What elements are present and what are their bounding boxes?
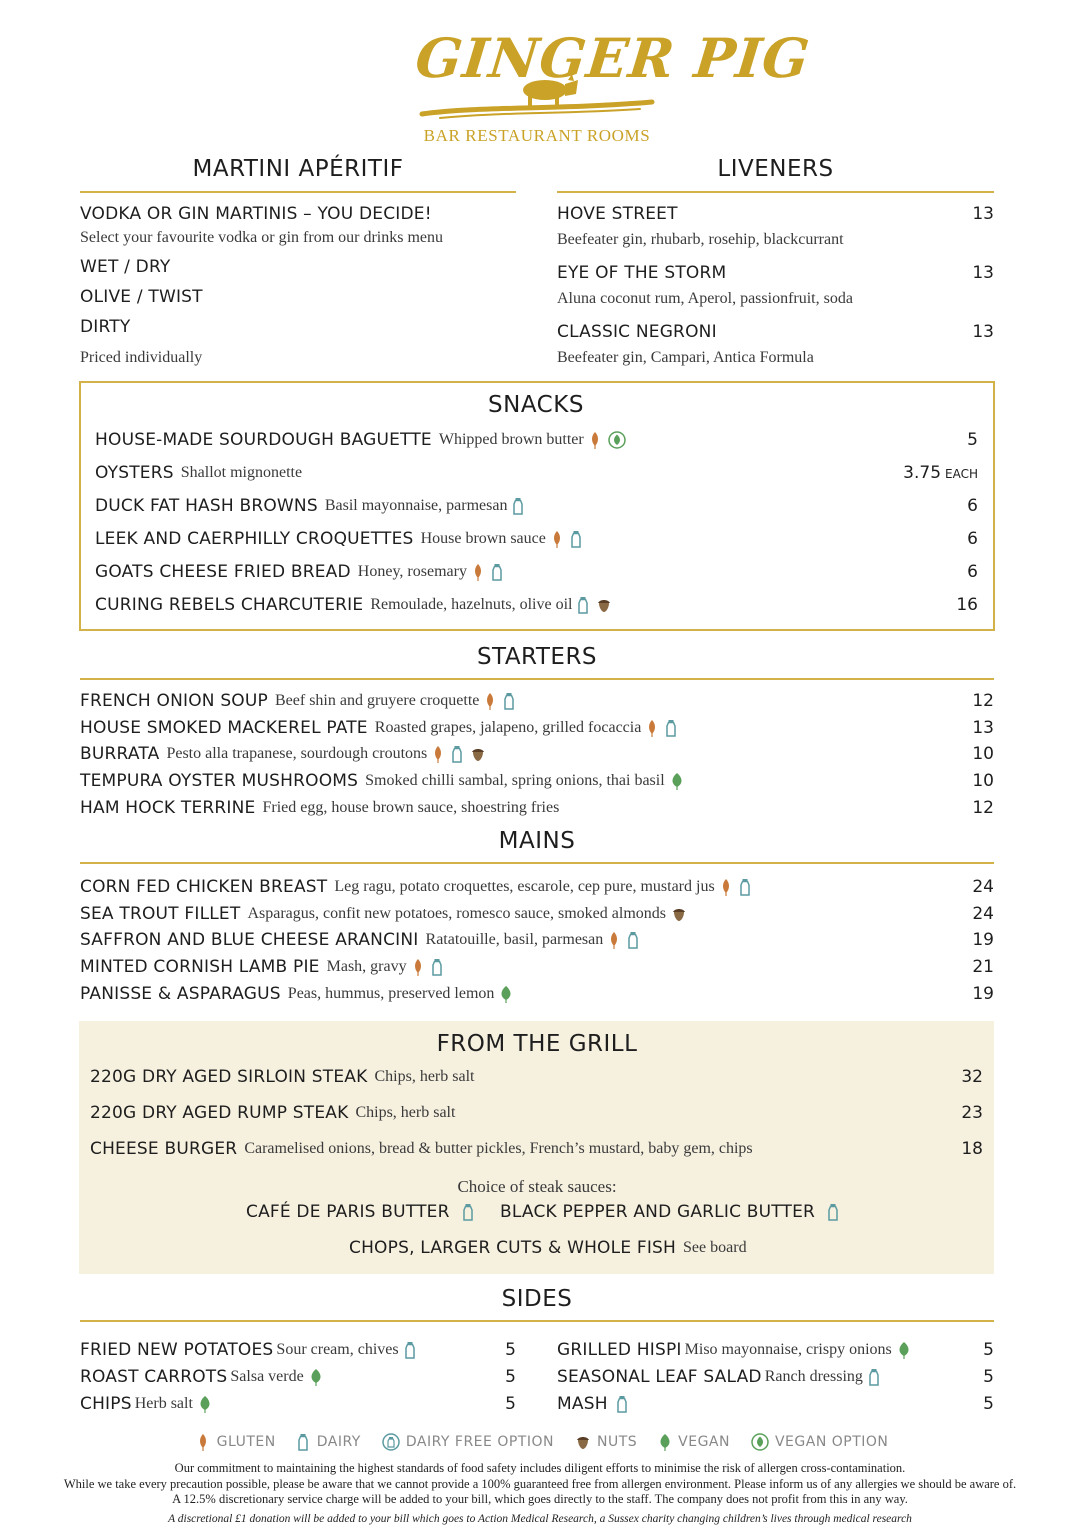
price-value: 12 — [972, 797, 994, 818]
menu-item-name: CHEESE BURGER — [90, 1139, 238, 1160]
menu-item-price — [956, 595, 978, 615]
dairy-icon — [570, 530, 584, 548]
board-item — [349, 1238, 747, 1258]
price-value: 32 — [961, 1067, 983, 1087]
menu-item-name: CORN FED CHICKEN BREAST — [80, 877, 328, 897]
price-value: 6 — [967, 562, 978, 582]
menu-item-price — [961, 1067, 983, 1087]
livener-price: 13 — [972, 204, 994, 224]
vegan-icon — [658, 1433, 672, 1451]
mains-rule — [80, 862, 994, 864]
menu-item-desc: Peas, hummus, preserved lemon — [287, 984, 495, 1002]
gluten-icon — [197, 1433, 211, 1451]
vegan-option-icon — [608, 431, 626, 449]
vegan-icon — [309, 1368, 323, 1386]
menu-item-price — [983, 1340, 994, 1360]
menu-item — [80, 984, 513, 1004]
menu-item-name: ROAST CARROTS — [80, 1367, 228, 1387]
vegan-icon — [670, 772, 684, 790]
dairy-icon — [739, 878, 753, 896]
price-value: 5 — [505, 1367, 516, 1387]
menu-item-name: SAFFRON AND BLUE CHEESE ARANCINI — [80, 930, 419, 951]
dairy-icon — [627, 931, 641, 949]
price-value: 13 — [972, 717, 994, 738]
menu-item — [80, 904, 687, 924]
dairy-icon — [462, 1203, 476, 1221]
footer-line: A 12.5% discretionary service charge will be added to your bill, which goes directly to the staff. The company does not profit from this in any way. — [172, 1492, 908, 1506]
menu-item-desc: Chips, herb salt — [355, 1104, 456, 1122]
dairy-icon — [616, 1395, 630, 1413]
snacks-heading: SNACKS — [488, 392, 584, 418]
legend-label: DAIRY — [316, 1434, 361, 1450]
price-value: 10 — [972, 771, 994, 792]
sauces-intro: Choice of steak sauces: — [457, 1177, 617, 1196]
menu-item-name: 220G DRY AGED SIRLOIN STEAK — [90, 1067, 368, 1087]
price-value: 5 — [983, 1394, 994, 1414]
price-value: 6 — [967, 496, 978, 516]
martini-option: OLIVE / TWIST — [80, 287, 203, 307]
menu-item-price — [983, 1367, 994, 1387]
dairy-icon — [297, 1433, 311, 1451]
sauce-name: BLACK PEPPER AND GARLIC BUTTER — [500, 1202, 816, 1222]
menu-item-name: MASH — [557, 1394, 608, 1414]
menu-item-name: FRENCH ONION SOUP — [80, 691, 268, 711]
footer-line: A discretional £1 donation will be added to your bill which goes to Action Medical Research, a Sussex charity changing children’s lives through medical research — [168, 1512, 912, 1525]
dairy-icon — [503, 692, 517, 710]
footer-notes — [0, 1461, 1080, 1527]
livener-desc: Beefeater gin, Campari, Antica Formula — [557, 349, 814, 366]
dairy-icon — [665, 719, 679, 737]
dairy-icon — [451, 745, 465, 763]
menu-item-desc: Beef shin and gruyere croquette — [275, 692, 480, 709]
dairy-icon — [404, 1341, 418, 1359]
vegan-icon — [198, 1395, 212, 1413]
livener-price: 13 — [972, 322, 994, 342]
menu-item-name: SEA TROUT FILLET — [80, 903, 241, 924]
menu-item — [95, 430, 626, 450]
logo — [400, 14, 814, 148]
dairy-icon — [491, 563, 505, 581]
sauce-item — [246, 1202, 476, 1222]
martini-main-item: VODKA OR GIN MARTINIS – YOU DECIDE! — [80, 204, 432, 224]
menu-item-desc: Remoulade, hazelnuts, olive oil — [370, 596, 573, 613]
menu-item-desc: Smoked chilli sambal, spring onions, thai basil — [365, 772, 665, 790]
livener-name: EYE OF THE STORM — [557, 263, 727, 283]
menu-item-desc: Fried egg, house brown sauce, shoestring fries — [262, 798, 560, 816]
sides-rule — [80, 1320, 994, 1322]
menu-item-name: PANISSE & ASPARAGUS — [80, 983, 281, 1004]
menu-item-price — [972, 904, 994, 924]
dairy-icon — [827, 1203, 841, 1221]
legend-item — [192, 1433, 276, 1451]
menu-item — [90, 1067, 474, 1087]
menu-item-desc: Caramelised onions, bread & butter pickles, French’s mustard, baby gem, chips — [244, 1140, 753, 1158]
menu-item — [80, 798, 559, 818]
legend-item — [653, 1433, 730, 1451]
footer-line: Our commitment to maintaining the highest standards of food safety includes diligent efforts to minimise the risk of allergen cross-contamination. — [174, 1461, 906, 1475]
menu-item-desc: House brown sauce — [420, 530, 546, 547]
menu-item-desc: Roasted grapes, jalapeno, grilled focaccia — [374, 718, 642, 736]
gluten-icon — [432, 745, 446, 763]
starters-heading: STARTERS — [476, 644, 598, 670]
liveners-rule — [557, 191, 994, 193]
price-value: 5 — [505, 1340, 516, 1360]
price-value: 19 — [972, 930, 994, 951]
menu-item — [80, 1340, 418, 1360]
price-value: 5 — [983, 1367, 994, 1387]
menu-item-price — [972, 744, 994, 764]
livener-price: 13 — [972, 263, 994, 283]
menu-item-price — [961, 1139, 983, 1159]
livener-desc: Aluna coconut rum, Aperol, passionfruit, soda — [557, 290, 853, 307]
price-value: 24 — [972, 877, 994, 897]
menu-item-price — [967, 496, 978, 516]
liveners-heading: LIVENERS — [717, 156, 834, 182]
price-value: 21 — [972, 957, 994, 978]
menu-item-name: HAM HOCK TERRINE — [80, 797, 256, 818]
menu-item — [95, 496, 526, 516]
menu-item — [557, 1367, 882, 1387]
menu-item — [95, 595, 612, 615]
menu-item — [80, 744, 486, 764]
gluten-icon — [472, 563, 486, 581]
gluten-icon — [412, 958, 426, 976]
menu-item — [90, 1139, 753, 1159]
legend-item — [570, 1433, 637, 1451]
price-value: 5 — [505, 1394, 516, 1414]
price-value: 23 — [961, 1103, 983, 1124]
livener-desc: Beefeater gin, rhubarb, rosehip, blackcurrant — [557, 231, 844, 248]
menu-item-name: OYSTERS — [95, 463, 174, 483]
menu-item-name: FRIED NEW POTATOES — [80, 1340, 274, 1360]
martini-rule — [80, 191, 516, 193]
legend-label: NUTS — [596, 1434, 638, 1450]
menu-item-price — [967, 529, 978, 549]
martini-main-desc: Select your favourite vodka or gin from our drinks menu — [80, 229, 444, 246]
nuts-icon — [596, 597, 612, 613]
menu-item-price — [972, 691, 994, 711]
price-value: 24 — [972, 903, 994, 924]
legend-label: DAIRY FREE OPTION — [405, 1434, 554, 1450]
gluten-icon — [551, 530, 565, 548]
livener-name: CLASSIC NEGRONI — [557, 322, 717, 342]
vegan-icon — [897, 1341, 911, 1359]
nuts-icon — [470, 746, 486, 762]
price-value: 12 — [972, 691, 994, 711]
menu-item-price — [505, 1340, 516, 1360]
gluten-icon — [608, 931, 622, 949]
starters-rule — [80, 678, 994, 680]
gluten-icon — [646, 719, 660, 737]
martini-footnote: Priced individually — [80, 349, 203, 366]
vegan-option-icon — [751, 1433, 769, 1451]
menu-item-desc: Miso mayonnaise, crispy onions — [684, 1341, 892, 1358]
board-name: CHOPS, LARGER CUTS & WHOLE FISH — [349, 1238, 677, 1258]
menu-item-desc: Whipped brown butter — [438, 431, 584, 448]
sides-heading: SIDES — [501, 1286, 573, 1312]
gluten-icon — [484, 692, 498, 710]
menu-item-desc: Salsa verde — [230, 1368, 304, 1385]
menu-item — [95, 529, 584, 549]
menu-item — [95, 562, 505, 582]
menu-item-desc: Shallot mignonette — [180, 464, 303, 481]
legend-item — [746, 1433, 888, 1451]
legend-label: VEGAN — [678, 1434, 730, 1450]
menu-item-desc: Mash, gravy — [326, 958, 407, 976]
menu-item-price — [967, 430, 978, 450]
menu-item — [80, 771, 684, 791]
menu-item — [80, 877, 753, 897]
menu-item-desc: Sour cream, chives — [276, 1341, 399, 1358]
price-value: 16 — [956, 595, 978, 615]
menu-item-name: BURRATA — [80, 744, 160, 765]
menu-item-name: CURING REBELS CHARCUTERIE — [95, 595, 364, 615]
menu-item-name: HOUSE-MADE SOURDOUGH BAGUETTE — [95, 430, 432, 450]
menu-item-name: GOATS CHEESE FRIED BREAD — [95, 562, 351, 582]
allergen-legend — [0, 1433, 1080, 1451]
martini-option: DIRTY — [80, 317, 131, 337]
price-suffix: EACH — [945, 467, 978, 481]
menu-item-name: SEASONAL LEAF SALAD — [557, 1367, 762, 1387]
menu-item — [80, 1367, 323, 1387]
menu-item-price — [972, 771, 994, 791]
legend-item — [292, 1433, 361, 1451]
sauce-item — [500, 1202, 841, 1222]
menu-item — [95, 463, 302, 483]
menu-item-name: MINTED CORNISH LAMB PIE — [80, 957, 320, 978]
dairy-icon — [431, 958, 445, 976]
logo-tagline: BAR RESTAURANT ROOMS — [423, 126, 651, 145]
menu-item-name: TEMPURA OYSTER MUSHROOMS — [80, 771, 359, 792]
menu-item-price — [972, 957, 994, 977]
menu-item-desc: Ranch dressing — [764, 1368, 863, 1385]
menu-item-name: 220G DRY AGED RUMP STEAK — [90, 1103, 349, 1124]
martini-heading: MARTINI APÉRITIF — [192, 156, 404, 182]
menu-item-desc: Basil mayonnaise, parmesan — [324, 497, 508, 514]
menu-item-price — [505, 1394, 516, 1414]
logo-text: GINGER PIG — [412, 26, 814, 90]
menu-item-desc: Ratatouille, basil, parmesan — [425, 931, 604, 949]
nuts-icon — [671, 906, 687, 922]
menu-item-name: GRILLED HISPI — [557, 1340, 682, 1360]
menu-item-price — [903, 463, 978, 483]
menu-item-name: HOUSE SMOKED MACKEREL PATE — [80, 717, 368, 738]
menu-item — [80, 957, 445, 977]
dairy-icon — [577, 596, 591, 614]
dairy-icon — [868, 1368, 882, 1386]
livener-name: HOVE STREET — [557, 204, 678, 224]
vegan-icon — [499, 985, 513, 1003]
menu-item-price — [961, 1103, 983, 1123]
menu-item-name: DUCK FAT HASH BROWNS — [95, 496, 318, 516]
menu-item — [557, 1340, 911, 1360]
price-value: 10 — [972, 744, 994, 765]
menu-item — [557, 1394, 630, 1414]
grill-heading: FROM THE GRILL — [436, 1031, 638, 1057]
price-value: 19 — [972, 983, 994, 1004]
board-desc: See board — [683, 1239, 747, 1256]
price-value: 6 — [967, 529, 978, 549]
martini-option: WET / DRY — [80, 257, 171, 277]
menu-item — [80, 691, 517, 711]
nuts-icon — [575, 1434, 591, 1450]
menu-item-desc: Leg ragu, potato croquettes, escarole, cep pure, mustard jus — [334, 878, 715, 895]
sauce-name: CAFÉ DE PARIS BUTTER — [246, 1202, 450, 1222]
menu-item-price — [505, 1367, 516, 1387]
menu-item — [80, 930, 641, 950]
menu-item-price — [972, 877, 994, 897]
price-value: 5 — [983, 1340, 994, 1360]
menu-item-desc: Chips, herb salt — [374, 1068, 475, 1085]
menu-item-name: LEEK AND CAERPHILLY CROQUETTES — [95, 529, 414, 549]
menu-item-price — [967, 562, 978, 582]
mains-heading: MAINS — [498, 828, 576, 854]
menu-item-desc: Pesto alla trapanese, sourdough croutons — [166, 745, 428, 763]
legend-item — [377, 1433, 554, 1451]
menu-item-desc: Honey, rosemary — [357, 563, 467, 580]
menu-item — [80, 718, 679, 738]
menu-item-desc: Asparagus, confit new potatoes, romesco sauce, smoked almonds — [247, 904, 666, 922]
price-value: 3.75 — [903, 463, 942, 483]
menu-item-price — [972, 798, 994, 818]
menu-item — [90, 1103, 455, 1123]
menu-item-price — [983, 1394, 994, 1414]
legend-label: GLUTEN — [216, 1434, 276, 1450]
menu-item — [80, 1394, 212, 1414]
dairy-free-option-icon — [382, 1433, 400, 1451]
menu-item-price — [972, 930, 994, 950]
gluten-icon — [720, 878, 734, 896]
legend-label: VEGAN OPTION — [774, 1434, 889, 1450]
price-value: 5 — [967, 430, 978, 450]
menu-item-desc: Herb salt — [134, 1395, 193, 1412]
menu-item-name: CHIPS — [80, 1394, 132, 1414]
menu-item-price — [972, 984, 994, 1004]
menu-item-price — [972, 718, 994, 738]
gluten-icon — [589, 431, 603, 449]
price-value: 18 — [961, 1139, 983, 1160]
dairy-icon — [512, 497, 526, 515]
footer-line: While we take every precaution possible, please be aware that we cannot provide a 100% guaranteed free from allergen environment. Please inform us of any allergies we should be aware of. — [63, 1476, 1017, 1491]
